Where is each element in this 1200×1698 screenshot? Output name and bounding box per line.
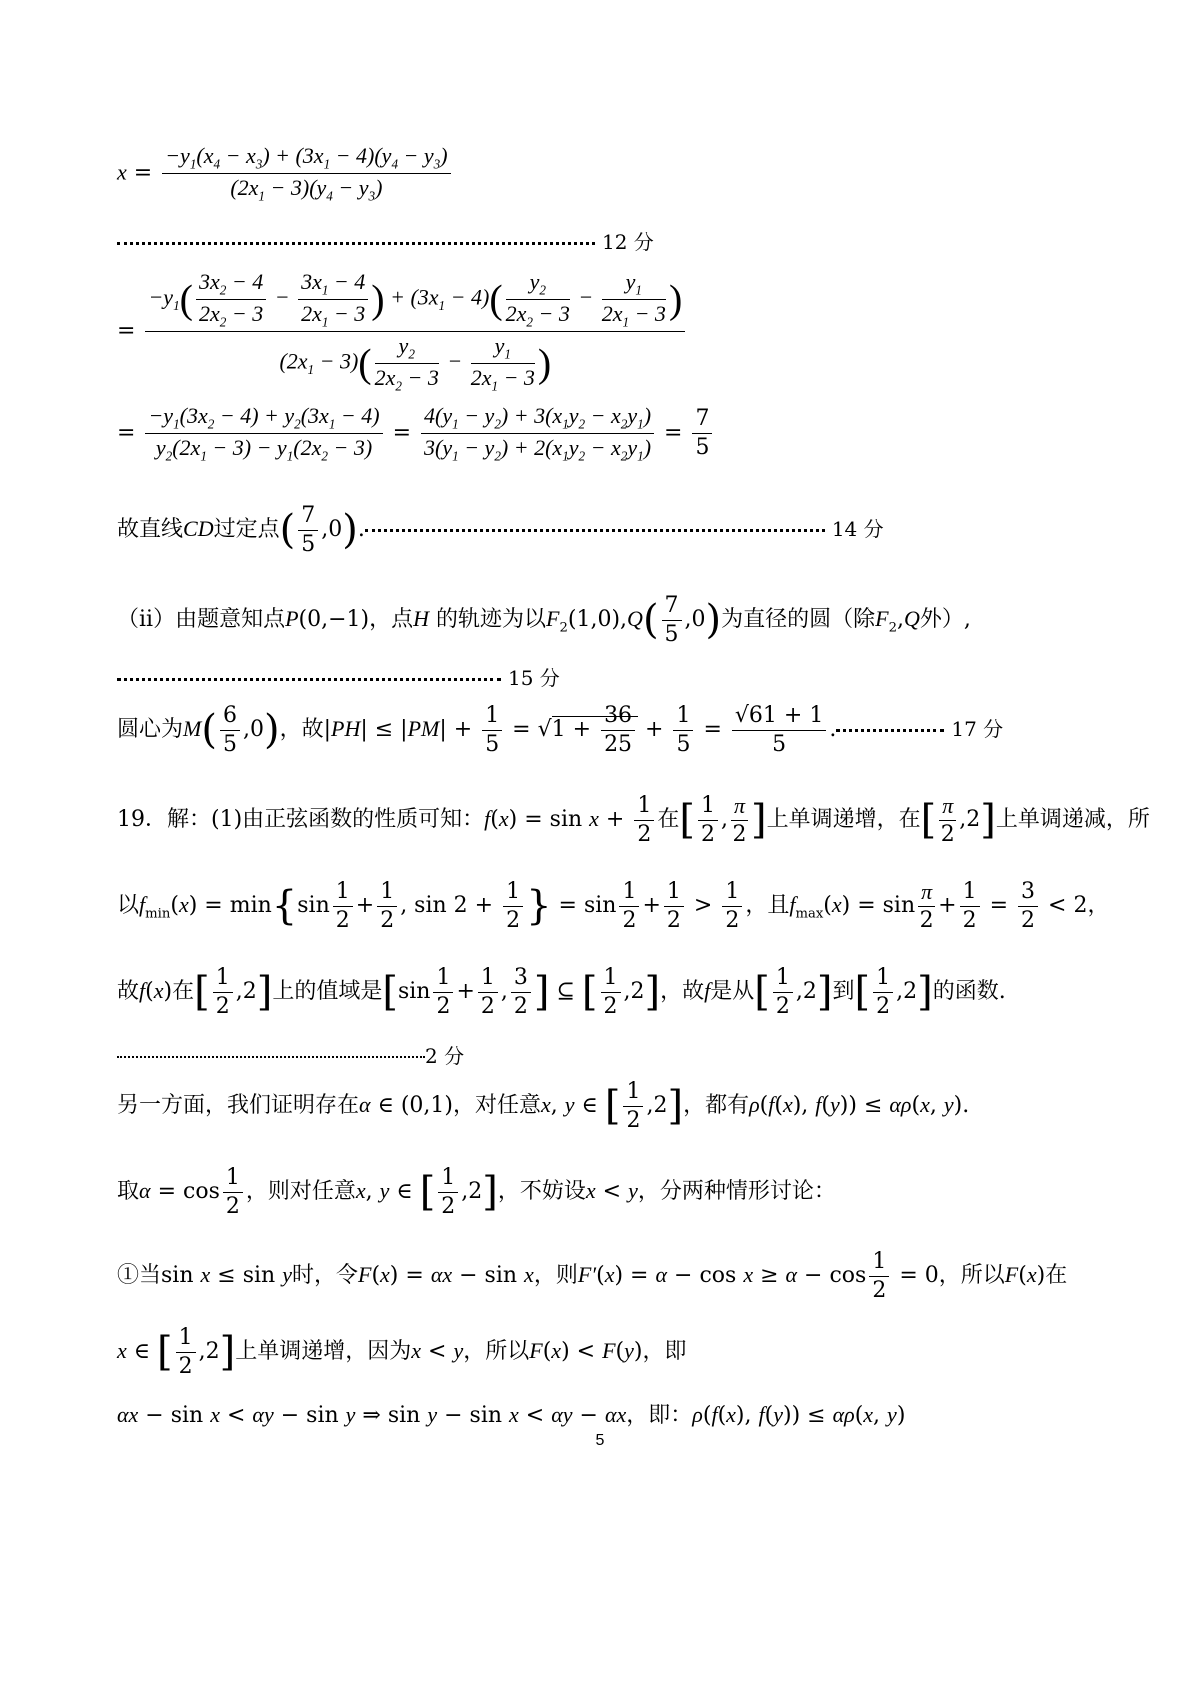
text: 故直线: [117, 517, 184, 542]
choose-alpha-line: 取α = cos $\frac{1}{2}$ ，则对任意x, y ∈ [ $\frac{1}{2}$ ,2]，不妨设x < y，分两种情形讨论：: [117, 1165, 836, 1219]
problem-19-intro: 19．解：(1)由正弦函数的性质可知：f(x) = sin x + $\frac{1}{2}$ 在[ $\frac{1}{2}$ , $\frac{\pi}{2}$ ]上单调递增，在[ $\frac{\pi}{2}$ ,2]上单调递减，所: [117, 793, 1150, 847]
alpha-existence-line: 另一方面，我们证明存在α ∈ (0,1)，对任意x, y ∈ [ $\frac{1}{2}$ ,2]，都有ρ(f(x), f(y)) ≤ αρ(x, y).: [117, 1079, 970, 1133]
text: ，分两种情形讨论：: [637, 1179, 836, 1204]
fraction: $\frac{4(y_1 - y_2) + 3(x_1y_2 - x_2y_1)}{3(y_1 - y_2) + 2(x_1y_2 - x_2y_1)}$: [421, 402, 654, 465]
text: 取: [117, 1179, 140, 1204]
fraction: $\frac{-y_1(3x_2 - 4) + y_2(3x_1 - 4)}{y_2(2x_1 - 3) - y_1(2x_2 - 3)}$: [145, 402, 382, 465]
text: 19．解：(1)由正弦函数的性质可知：: [117, 807, 485, 832]
text: ，则: [533, 1263, 578, 1288]
text: 外）,: [919, 607, 971, 632]
text: ，点: [369, 607, 414, 632]
text: 圆心为: [117, 717, 184, 742]
text: 为直径的圆（除: [721, 607, 876, 632]
text: ①当: [117, 1263, 162, 1288]
text: ，故: [279, 717, 324, 742]
text: 上单调递增，在: [766, 807, 921, 832]
text: ，即: [642, 1339, 687, 1364]
text: 的轨迹为以: [436, 607, 547, 632]
text: 以: [117, 893, 140, 918]
case-1-line: ①当sin x ≤ sin y时，令F(x) = αx − sin x，则F′(x) = α − cos x ≥ α − cos $\frac{1}{2}$ = 0，所以F(x)在: [117, 1249, 1068, 1303]
text: 时，令: [291, 1263, 358, 1288]
text: 到: [832, 979, 855, 1004]
text: 在: [1045, 1263, 1068, 1288]
fraction: $\frac{-y_1(x_4 - x_3) + (3x_1 - 4)(y_4 - y_3)}{(2x_1 - 3)(y_4 - y_3)}$: [162, 142, 450, 205]
monotonic-line: x ∈ [ $\frac{1}{2}$ ,2]上单调递增，因为x < y，所以F(x) < F(y)，即: [117, 1325, 687, 1379]
fraction: $\frac{7}{5}$: [692, 405, 712, 461]
text: 另一方面，我们证明存在: [117, 1093, 360, 1118]
text: ，都有: [683, 1093, 750, 1118]
text: 上单调递减，所: [995, 807, 1150, 832]
fraction: $-y_1$( $\frac{3x_2 - 4}{2x_2 - 3}$ − $\frac{3x_1 - 4}{2x_1 - 3}$ ) + $(3x_1 - 4)$( $\frac{y_2}{2x_2 - 3}$ − $\frac{y_1}{2x_1 - 3}$ ) $(2x_1 - 3)$( $\frac{y_2}{2x_2 - 3}$ − $\frac{y_1}{2x_1 - 3}$ ): [145, 268, 685, 395]
formula-result: = $\frac{-y_1(3x_2 - 4) + y_2(3x_1 - 4)}{y_2(2x_1 - 3) - y_1(2x_2 - 3)}$ = $\frac{4(y_1 - y_2) + 3(x_1y_2 - x_2y_1)}{3(y_1 - y_2) + 2(x_1y_2 - x_2y_1)}$ = $\frac{7}{5}$: [117, 402, 715, 465]
text: 在: [172, 979, 195, 1004]
text: （ii）由题意知点: [117, 607, 286, 632]
text: ，即：: [626, 1403, 693, 1428]
score-line-12: [117, 226, 654, 255]
part-ii-statement: （ii）由题意知点P(0,−1)，点H 的轨迹为以$F_2(1,0),Q$( $\frac{7}{5}$ ,0)为直径的圆（除$F_2,Q$外）,: [117, 593, 971, 647]
conclusion-fixed-point: 故直线CD过定点( $\frac{7}{5}$ ,0). 14 分: [117, 503, 884, 557]
final-inequality-line: αx − sin x < αy − sin y ⇒ sin y − sin x < αy − αx，即：ρ(f(x), f(y)) ≤ αρ(x, y): [117, 1402, 906, 1428]
text: 上单调递增，因为: [235, 1339, 412, 1364]
score-label: 17 分: [951, 717, 1004, 741]
score-label: 15 分: [508, 666, 560, 690]
text: 是从: [710, 979, 755, 1004]
text: 过定点: [213, 517, 280, 542]
score-label: 14 分: [831, 517, 884, 541]
text: 的函数.: [932, 979, 1006, 1004]
text: 故: [117, 979, 140, 1004]
text: ，所以: [938, 1263, 1005, 1288]
text: ，不妨设: [497, 1179, 586, 1204]
page-number: 5: [595, 1432, 605, 1449]
min-max-line: 以$f_{min}(x) = \min\{\sin$ $\frac{1}{2}$ + $\frac{1}{2}$ , sin 2 + $\frac{1}{2}$ } = sin $\frac{1}{2}$ + $\frac{1}{2}$ > $\frac{1}{2}$ ，且$f_{max}(x) = \sin$ $\frac{\pi}{2}$ + $\frac{1}{2}$ = $\frac{3}{2}$ < 2，: [117, 879, 1110, 933]
formula-x-expression: x = $\frac{-y_1(x_4 - x_3) + (3x_1 - 4)(y_4 - y_3)}{(2x_1 - 3)(y_4 - y_3)}$: [117, 142, 454, 205]
text: ，故: [660, 979, 705, 1004]
text: ，且: [745, 893, 790, 918]
range-line: 故f(x)在[ $\frac{1}{2}$ ,2]上的值域是[sin $\frac{1}{2}$ + $\frac{1}{2}$ , $\frac{3}{2}$ ] ⊆ [ $\frac{1}{2}$ ,2]，故f是从[ $\frac{1}{2}$ ,2]到[ $\frac{1}{2}$ ,2]的函数.: [117, 965, 1006, 1019]
circle-center-line: 圆心为M( $\frac{6}{5}$ ,0)，故|PH| ≤ |PM| + $\frac{1}{5}$ = √1 + $\frac{36}{25}$ + $\frac{1}{5}$ = $\frac{√61 + 1}{5}$ . 17 分: [117, 703, 1004, 757]
formula-expansion: = $-y_1$( $\frac{3x_2 - 4}{2x_2 - 3}$ − $\frac{3x_1 - 4}{2x_1 - 3}$ ) + $(3x_1 - 4)$( $\frac{y_2}{2x_2 - 3}$ − $\frac{y_1}{2x_1 - 3}$ ) $(2x_1 - 3)$( $\frac{y_2}{2x_2 - 3}$ − $\frac{y_1}{2x_1 - 3}$ ): [117, 268, 688, 395]
score-line-2: [117, 1040, 464, 1069]
score-label: 2 分: [425, 1044, 465, 1068]
text: ，所以: [463, 1339, 530, 1364]
text: 在: [657, 807, 680, 832]
text: 上的值域是: [272, 979, 383, 1004]
score-label: 12 分: [602, 230, 654, 254]
text: ，则对任意: [245, 1179, 356, 1204]
text: ，对任意: [453, 1093, 542, 1118]
score-line-15: [117, 662, 560, 691]
